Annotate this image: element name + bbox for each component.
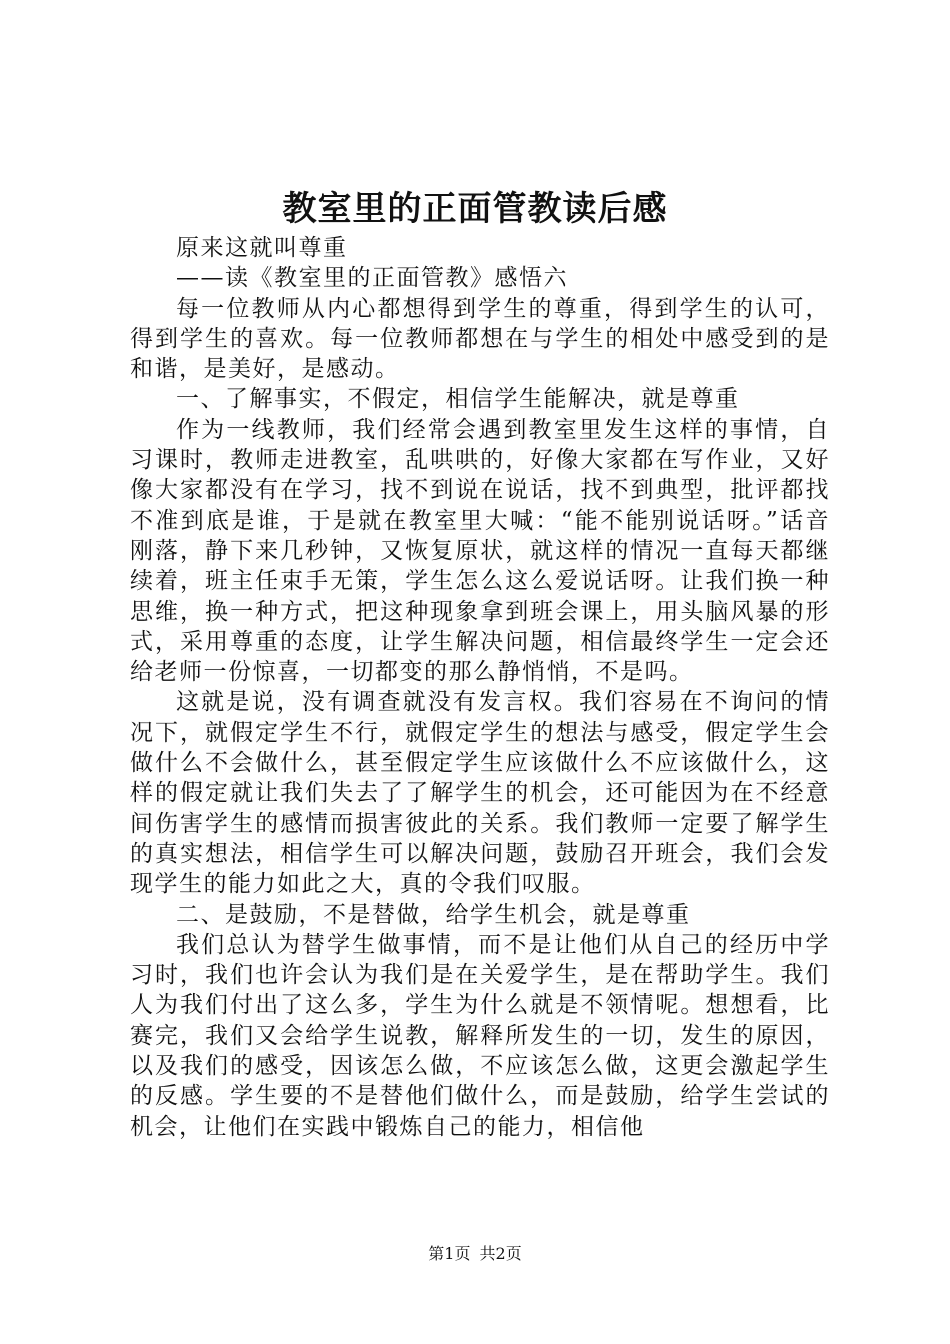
subtitle-line: 原来这就叫尊重 xyxy=(176,235,348,261)
section-heading: 一、了解事实，不假定，相信学生能解决，就是尊重 xyxy=(176,386,740,413)
body-paragraph: 我们总认为替学生做事情，而不是让他们从自己的经历中学习时，我们也许会认为我们是在关爱学生，是在帮助学生。我们人为我们付出了这么多，学生为什么就是不领情呢。想想看，比赛完，我们又会给学生说教，解释所发生的一切，发生的原因，以及我们的感受，因该怎么做，不应该怎么做，这更会激起学生的反感。学生要的不是替他们做什么，而是鼓励，给学生尝试的机会，让他们在实践中锻炼自己的能力，相信他 xyxy=(130,931,830,1140)
document-body xyxy=(130,233,830,1142)
subtitle-line: ——读《教室里的正面管教》感悟六 xyxy=(176,265,568,292)
body-paragraph: 这就是说，没有调查就没有发言权。我们容易在不询问的情况下，就假定学生不行，就假定学生的想法与感受，假定学生会做什么不会做什么，甚至假定学生应该做什么不应该做什么，这样的假定就让我们失去了了解学生的机会，还可能因为在不经意间伤害学生的感情而损害彼此的关系。我们教师一定要了解学生的真实想法，相信学生可以解决问题，鼓励召开班会，我们会发现学生的能力如此之大，真的令我们叹服。 xyxy=(130,689,830,898)
body-paragraph: 作为一线教师，我们经常会遇到教室里发生这样的事情，自习课时，教师走进教室，乱哄哄的，好像大家都在写作业，又好像大家都没有在学习，找不到说在说话，找不到典型，批评都找不准到底是谁，于是就在教室里大喊：“能不能别说话呀。”话音刚落，静下来几秒钟，又恢复原状，就这样的情况一直每天都继续着，班主任束手无策，学生怎么这么爱说话呀。让我们换一种思维，换一种方式，把这种现象拿到班会课上，用头脑风暴的形式，采用尊重的态度，让学生解决问题，相信最终学生一定会还给老师一份惊喜，一切都变的那么静悄悄，不是吗。 xyxy=(130,416,830,686)
body-paragraph: 每一位教师从内心都想得到学生的尊重，得到学生的认可，得到学生的喜欢。每一位教师都想在与学生的相处中感受到的是和谐，是美好，是感动。 xyxy=(130,295,830,383)
section-heading: 二、是鼓励，不是替做，给学生机会，就是尊重 xyxy=(176,901,691,928)
document-title: 教室里的正面管教读后感 xyxy=(282,189,668,229)
page-footer: 第1页 共2页 xyxy=(428,1244,522,1263)
